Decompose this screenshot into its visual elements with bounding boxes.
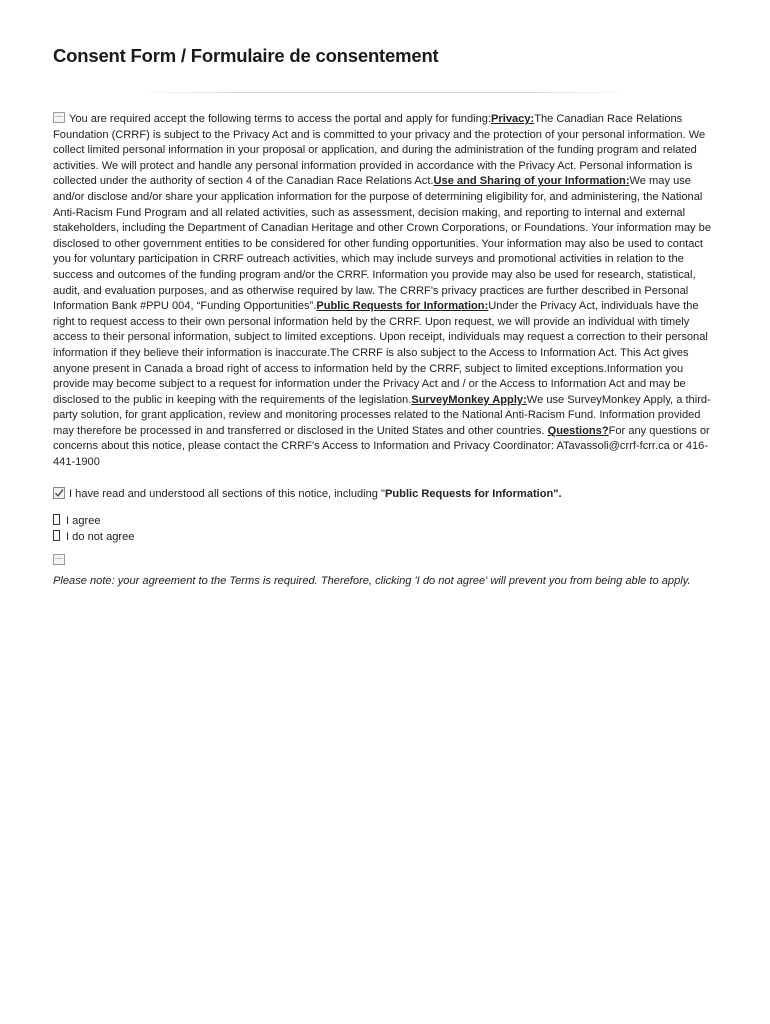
acknowledgement-row[interactable]: [53, 487, 562, 502]
privacy-heading: Privacy:: [491, 113, 535, 125]
option-agree[interactable]: [53, 514, 101, 528]
empty-field-box: [53, 551, 69, 569]
option-box-icon[interactable]: [53, 514, 60, 525]
surveymonkey-text: We use SurveyMonkey Apply, a third-party solution, for grant application, review and monitoring processes related to the National Anti-Racism Fund. Information provided may therefore be processed in and transferred or disclosed in the United States and other countries.: [53, 393, 711, 437]
agreement-note: Please note: your agreement to the Terms is required. Therefore, clicking 'I do not agree' will prevent you from being able to apply.: [53, 575, 691, 587]
public-requests-text: Under the Privacy Act, individuals have the right to request access to their own personal information held by the CRRF. Upon request, we will provide an individual with timely access to their personal information, subject to limited exceptions. Upon receipt, individuals may request a correction to their personal information if they believe their information is inaccurate.The CRRF is also subject to the Access to Information Act. This Act gives anyone present in Canada a broad right of access to information held by the CRRF, subject to limited exceptions.Information you provide may become subject to a request for information under the Privacy Act and / or the Access to Information Act and may be disclosed to the public in keeping with the requirements of the legislation.: [53, 300, 708, 406]
acknowledgement-bold: Public Requests for Information: [385, 488, 554, 500]
notice-intro: You are required accept the following terms to access the portal and apply for funding:: [69, 113, 492, 125]
option-disagree[interactable]: [53, 530, 134, 544]
option-box-icon[interactable]: [53, 530, 60, 541]
checkmark-icon: [54, 488, 64, 498]
privacy-notice: [53, 112, 721, 471]
page-title: Consent Form / Formulaire de consentement: [53, 45, 439, 66]
questions-text: For any questions or concerns about this notice, please contact the CRRF's Access to Information and Privacy Coordinator: ATavassoli@crrf-fcrr.ca or 416-441-1900: [53, 424, 710, 469]
option-disagree-label: I do not agree: [66, 531, 135, 543]
acknowledgement-prefix: I have read and understood all sections of this notice, including ": [69, 488, 385, 500]
title-divider: [138, 92, 630, 93]
field-box-icon: [53, 112, 65, 123]
option-agree-label: I agree: [66, 515, 101, 527]
use-sharing-text: We may use and/or disclose and/or share your application information for the purpose of determining eligibility for, and administering, the National Anti-Racism Fund Program and all related activities, such as assessment, decision making, and reporting to internal and external stakeholders, including the Department of Canadian Heritage and other Crown Corporations, or Foundations. Your information may be disclosed to other government entities to be considered for other funding opportunities. Your information may also be used to contact you for voluntary participation in CRRF outreach activities, which may include surveys and promotional activities in relation to the success and outcomes of the funding program and/or the CRRF. Information you provide may also be used for research, statistical, audit, and evaluation purposes, and as otherwise required by law. The CRRF's privacy practices are further described in Personal Information Bank #PPU 004, “Funding Opportunities”.: [53, 175, 711, 313]
acknowledgement-suffix: ".: [553, 488, 562, 500]
public-requests-heading: Public Requests for Information:: [316, 300, 489, 313]
field-box-icon: [53, 554, 65, 565]
checked-checkbox-icon[interactable]: [53, 487, 65, 499]
use-sharing-heading: Use and Sharing of your Information:: [433, 175, 630, 188]
questions-heading: Questions?: [547, 424, 609, 437]
privacy-text: The Canadian Race Relations Foundation (CRRF) is subject to the Privacy Act and is committed to your privacy and the protection of your personal information. We collect limited personal information in your proposal or application, and during the administration of the funding program and related activities. We will protect and handle any personal information provided in accordance with the Privacy Act. Personal information is collected under the authority of section 4 of the Canadian Race Relations Act.: [53, 113, 706, 188]
surveymonkey-heading: SurveyMonkey Apply:: [411, 393, 527, 406]
